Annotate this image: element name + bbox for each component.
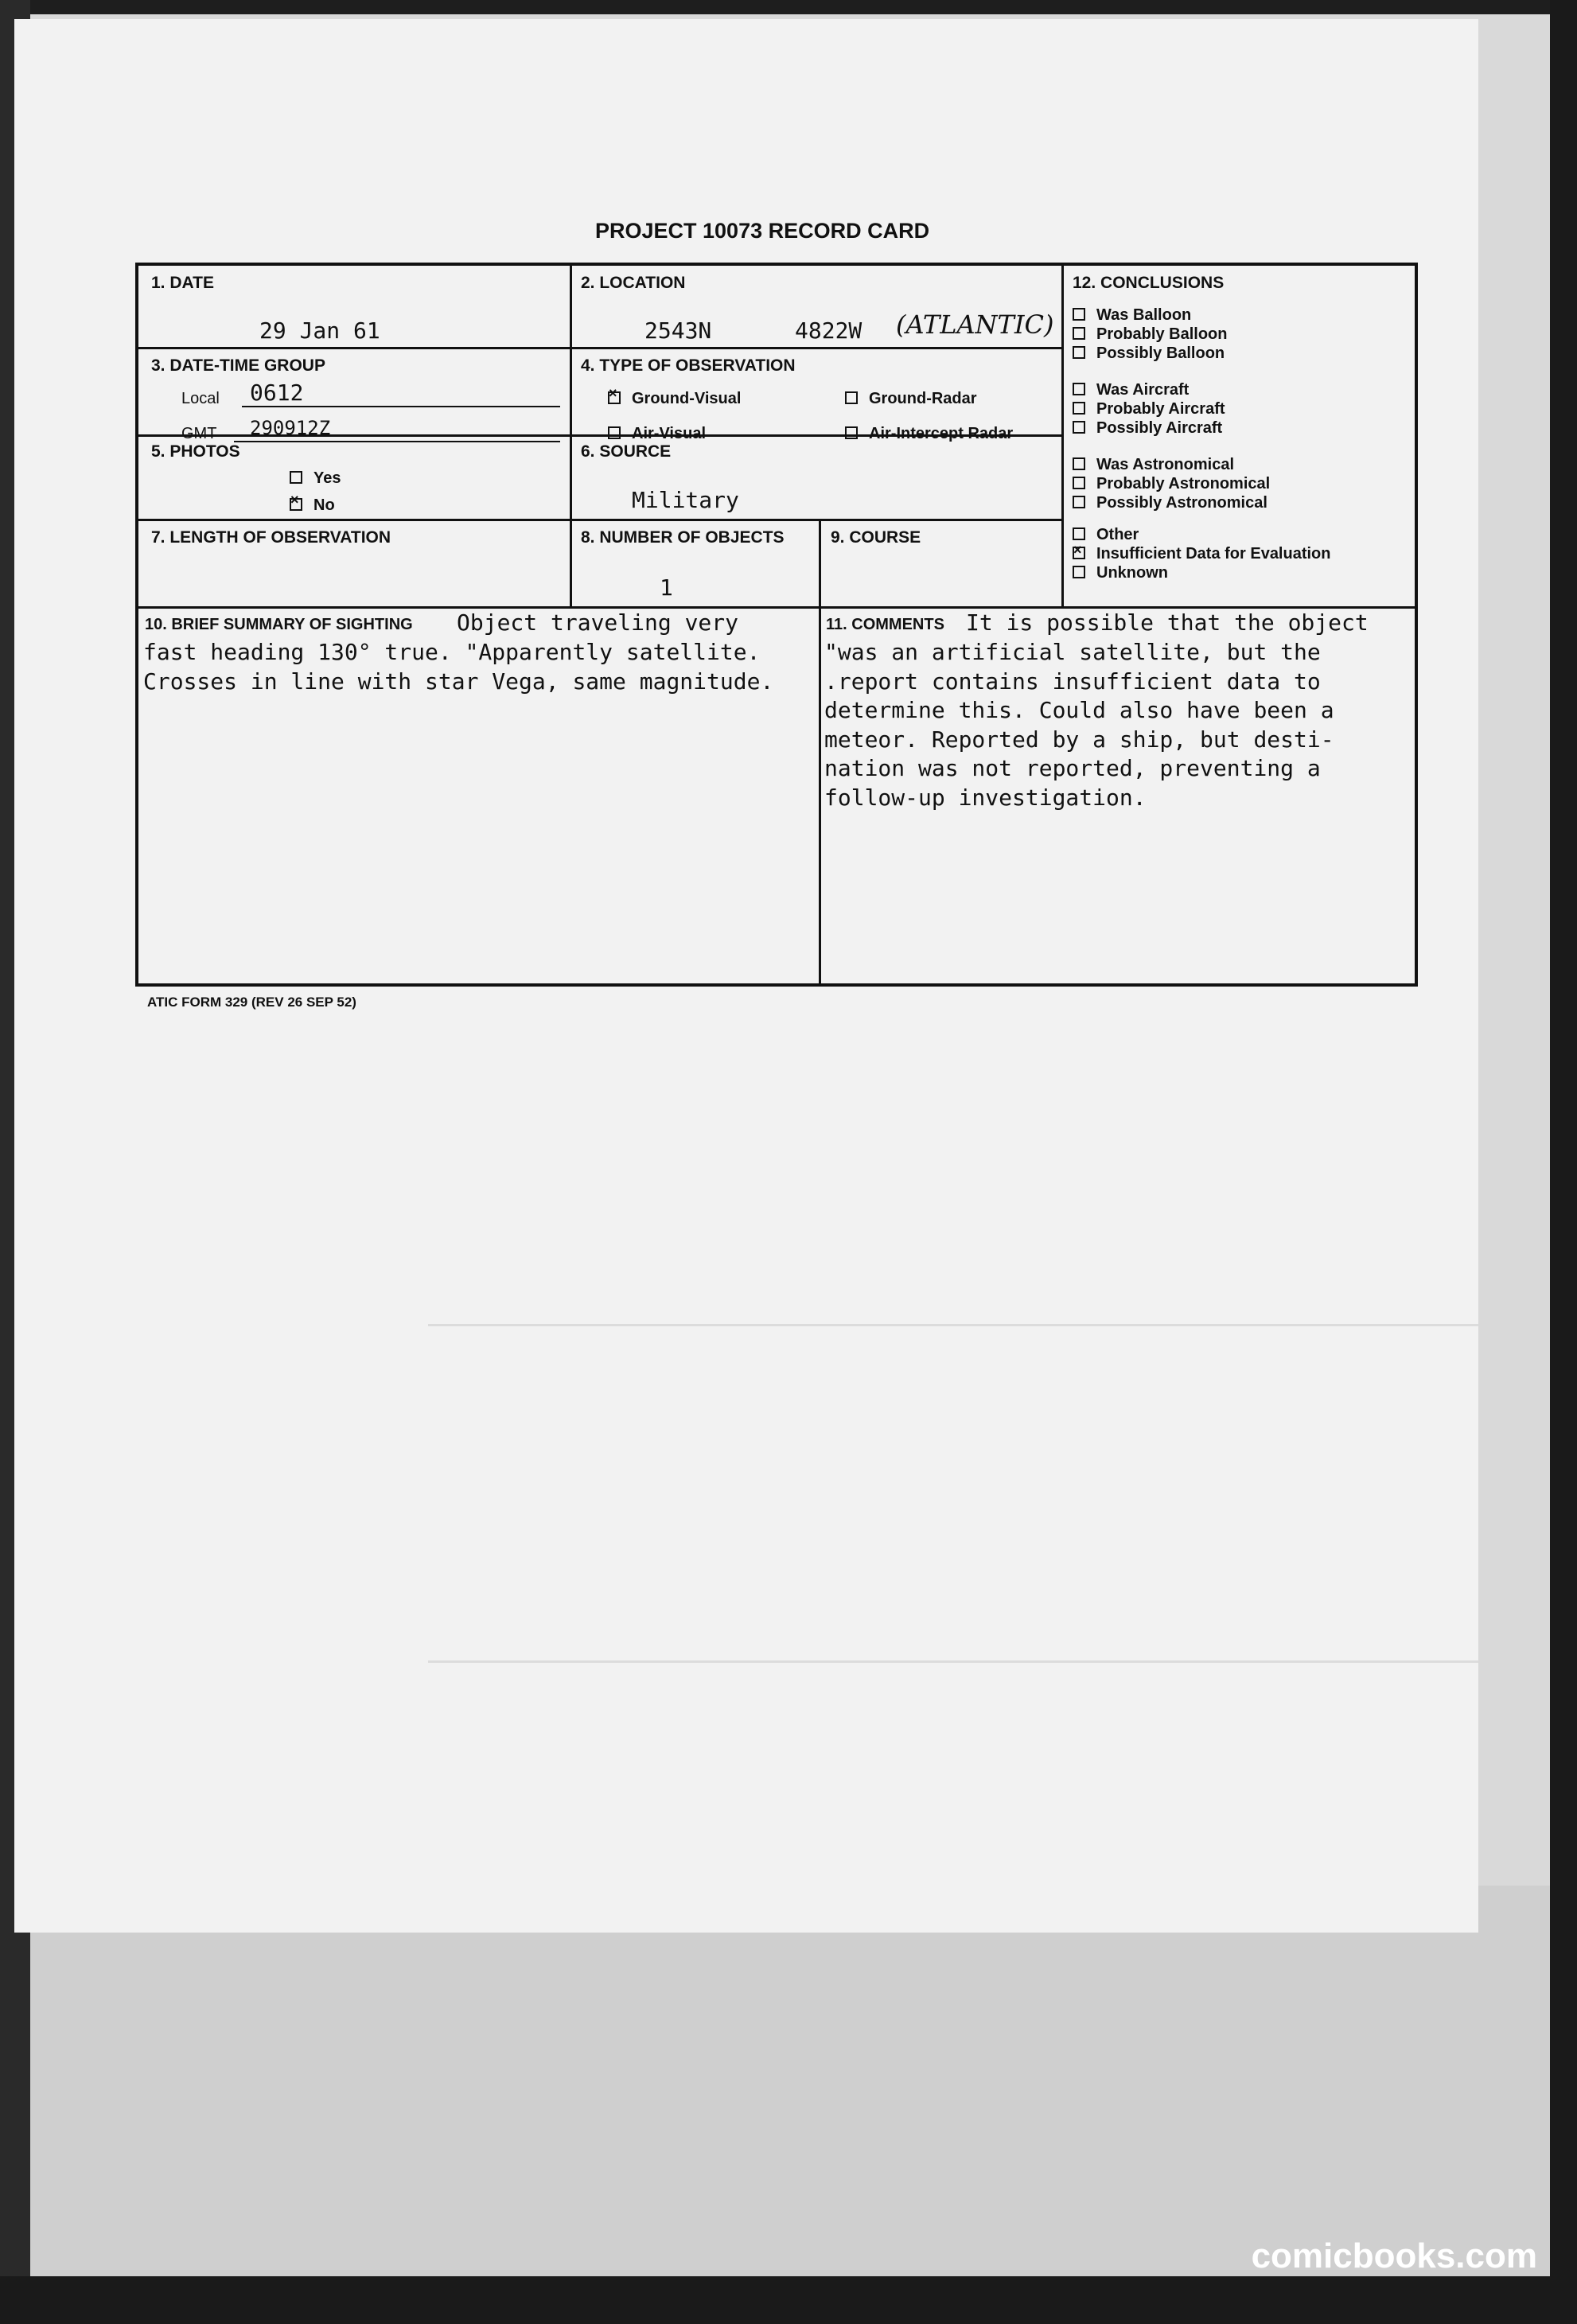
summary-lead: Object traveling very — [457, 609, 739, 636]
comments-label: 11. COMMENTS — [826, 616, 944, 633]
conclusion-label: Was Aircraft — [1096, 381, 1190, 399]
source-value: Military — [632, 487, 739, 513]
conclusion-item — [1073, 418, 1222, 438]
air-intercept-checkbox — [845, 426, 858, 439]
summary-label: 10. BRIEF SUMMARY OF SIGHTING — [145, 616, 413, 633]
conclusion-checkbox — [1073, 421, 1085, 434]
conclusion-label: Other — [1096, 526, 1139, 543]
conclusion-checkbox — [1073, 383, 1085, 395]
divider — [1061, 266, 1064, 606]
date-label: 1. DATE — [151, 274, 214, 292]
objects-label: 8. NUMBER OF OBJECTS — [581, 528, 785, 547]
source-label: 6. SOURCE — [581, 442, 672, 461]
course-label: 9. COURSE — [831, 528, 921, 547]
conclusion-item — [1073, 493, 1267, 512]
conclusion-checkbox — [1073, 346, 1085, 359]
location-note: (ATLANTIC) — [896, 309, 1054, 340]
conclusion-item — [1073, 344, 1225, 363]
conclusion-label: Probably Balloon — [1096, 325, 1228, 343]
photos-no: ×No — [290, 496, 335, 515]
conclusion-checkbox — [1073, 547, 1085, 559]
photos-yes: Yes — [290, 469, 341, 488]
comments-text: "was an artificial satellite, but the .report contains insufficient data to determine this. Could also have been a meteor. Reported by a ship, but desti- nation was not reported, preventing a follow-up investigation. — [824, 639, 1334, 811]
divider — [138, 519, 1061, 521]
local-label: Local — [181, 390, 220, 407]
conclusion-checkbox — [1073, 477, 1085, 489]
photo-frame-right — [1550, 0, 1577, 2324]
conclusion-item — [1073, 399, 1225, 418]
divider — [819, 606, 821, 987]
conclusion-checkbox — [1073, 402, 1085, 415]
conclusion-item — [1073, 455, 1234, 474]
divider — [819, 519, 821, 606]
conclusion-checkbox — [1073, 327, 1085, 340]
location-label: 2. LOCATION — [581, 274, 686, 292]
local-time-value: 0612 — [250, 380, 304, 406]
ground-visual-checkbox — [608, 391, 621, 404]
conclusion-label: Possibly Balloon — [1096, 345, 1225, 362]
conclusions-label: 12. CONCLUSIONS — [1073, 274, 1225, 292]
location-longitude: 4822W — [795, 317, 862, 344]
type-air-intercept-radar: Air-Intercept Radar — [845, 425, 1013, 443]
type-ground-visual: ×Ground-Visual — [608, 390, 741, 408]
photos-no-checkbox — [290, 498, 302, 511]
conclusion-label: Probably Astronomical — [1096, 475, 1271, 492]
conclusion-label: Insufficient Data for Evaluation — [1096, 545, 1331, 563]
gmt-time-value: 290912Z — [250, 417, 331, 439]
conclusion-label: Possibly Aircraft — [1096, 419, 1223, 437]
bleed-through-text-area — [428, 1324, 1478, 1663]
card-title: PROJECT 10073 RECORD CARD — [595, 219, 930, 243]
conclusion-checkbox — [1073, 496, 1085, 508]
conclusion-item — [1073, 380, 1189, 399]
air-visual-checkbox — [608, 426, 621, 439]
underlying-sheet — [30, 1886, 1550, 2276]
conclusion-checkbox — [1073, 308, 1085, 321]
photos-yes-checkbox — [290, 471, 302, 484]
conclusion-item — [1073, 474, 1270, 493]
conclusion-label: Was Balloon — [1096, 306, 1192, 324]
conclusion-item — [1073, 563, 1168, 582]
type-label: 4. TYPE OF OBSERVATION — [581, 356, 796, 375]
ground-radar-checkbox — [845, 391, 858, 404]
conclusion-label: Unknown — [1096, 564, 1168, 582]
objects-value: 1 — [660, 574, 673, 601]
conclusion-checkbox — [1073, 457, 1085, 470]
local-time-line — [242, 406, 560, 407]
photos-label: 5. PHOTOS — [151, 442, 240, 461]
conclusion-label: Was Astronomical — [1096, 456, 1234, 473]
conclusion-item — [1073, 544, 1330, 563]
form-footer: ATIC FORM 329 (REV 26 SEP 52) — [147, 995, 356, 1010]
type-air-visual: Air-Visual — [608, 425, 706, 443]
gmt-label: GMT — [181, 425, 217, 442]
summary-text: fast heading 130° true. "Apparently satellite. Crosses in line with star Vega, same magnitude. — [143, 639, 774, 695]
conclusion-item — [1073, 525, 1139, 544]
type-ground-radar: Ground-Radar — [845, 390, 977, 408]
record-card-form — [135, 263, 1418, 987]
conclusion-label: Possibly Astronomical — [1096, 494, 1267, 512]
dtg-label: 3. DATE-TIME GROUP — [151, 356, 325, 375]
conclusion-item — [1073, 306, 1191, 325]
photo-frame-bottom — [0, 2276, 1577, 2324]
photo-frame-top — [0, 0, 1577, 14]
gmt-time-line — [234, 441, 560, 442]
date-value: 29 Jan 61 — [259, 317, 380, 344]
conclusion-label: Probably Aircraft — [1096, 400, 1225, 418]
conclusion-checkbox — [1073, 527, 1085, 540]
location-latitude: 2543N — [644, 317, 712, 344]
comments-lead: It is possible that the object — [966, 609, 1369, 636]
watermark: comicbooks.com — [1251, 2236, 1537, 2275]
divider — [138, 606, 1415, 609]
conclusion-item — [1073, 325, 1227, 344]
divider — [138, 347, 1061, 349]
length-label: 7. LENGTH OF OBSERVATION — [151, 528, 391, 547]
conclusion-checkbox — [1073, 566, 1085, 578]
